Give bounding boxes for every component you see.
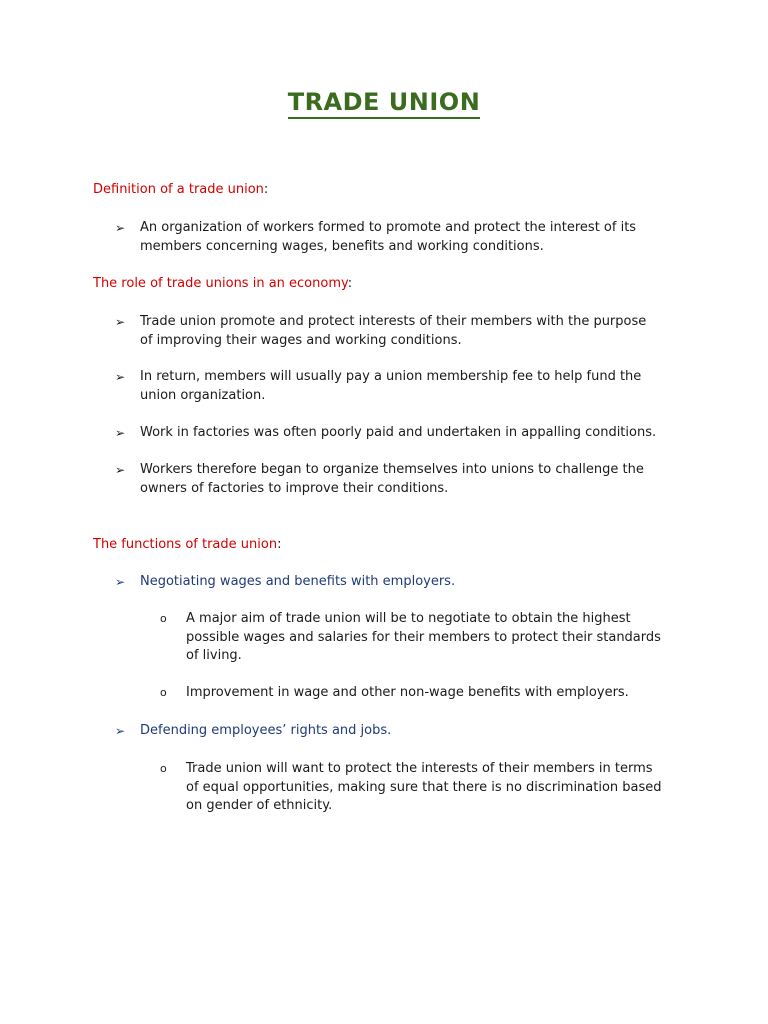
role-bullet [115, 461, 675, 498]
role-bullet-text: Workers therefore began to organize themselves into unions to challenge the owners of factories to improve their conditions. [140, 462, 644, 496]
function-sub-item [160, 610, 680, 666]
role-bullet [115, 424, 675, 443]
function-item-label: Defending employees’ rights and jobs. [140, 723, 392, 738]
circle-bullet-icon: o [160, 686, 167, 699]
arrow-bullet-icon: ➢ [115, 575, 126, 589]
definition-heading-colon: : [263, 182, 269, 197]
function-item-label: Negotiating wages and benefits with employers. [140, 574, 456, 589]
role-bullet [115, 313, 675, 350]
function-sub-item-text: Trade union will want to protect the interests of their members in terms of equal opportunities, making sure that there is no discrimination based on gender of ethnicity. [186, 761, 662, 813]
arrow-bullet-icon: ➢ [115, 724, 126, 738]
definition-bullet-text: An organization of workers formed to promote and protect the interest of its members concerning wages, benefits and working conditions. [140, 220, 637, 254]
function-sub-item [160, 684, 680, 703]
page-title-text: TRADE UNION [288, 88, 481, 119]
functions-heading-text: The functions of trade union [93, 537, 278, 552]
role-heading-text: The role of trade unions in an economy [93, 276, 348, 291]
definition-heading [93, 181, 268, 199]
circle-bullet-icon: o [160, 762, 167, 775]
arrow-bullet-icon: ➢ [115, 463, 126, 477]
functions-heading [93, 536, 281, 554]
definition-heading-text: Definition of a trade union [93, 182, 264, 197]
role-bullet-text: In return, members will usually pay a union membership fee to help fund the union organization. [140, 369, 642, 403]
page-title [0, 86, 768, 118]
role-bullet-text: Trade union promote and protect interests of their members with the purpose of improving their wages and working conditions. [140, 314, 647, 348]
function-item [115, 722, 675, 741]
role-heading [93, 275, 352, 293]
arrow-bullet-icon: ➢ [115, 426, 126, 440]
arrow-bullet-icon: ➢ [115, 370, 126, 384]
function-sub-item-text: Improvement in wage and other non-wage benefits with employers. [186, 685, 629, 700]
function-sub-item-text: A major aim of trade union will be to negotiate to obtain the highest possible wages and salaries for their members to protect their standards of living. [186, 611, 661, 663]
role-bullet [115, 368, 675, 405]
function-item [115, 573, 675, 592]
role-bullet-text: Work in factories was often poorly paid and undertaken in appalling conditions. [140, 425, 657, 440]
role-heading-colon: : [347, 276, 353, 291]
arrow-bullet-icon: ➢ [115, 221, 126, 235]
function-sub-item [160, 760, 680, 816]
circle-bullet-icon: o [160, 612, 167, 625]
functions-heading-colon: : [277, 537, 282, 552]
arrow-bullet-icon: ➢ [115, 315, 126, 329]
definition-bullet [115, 219, 675, 256]
